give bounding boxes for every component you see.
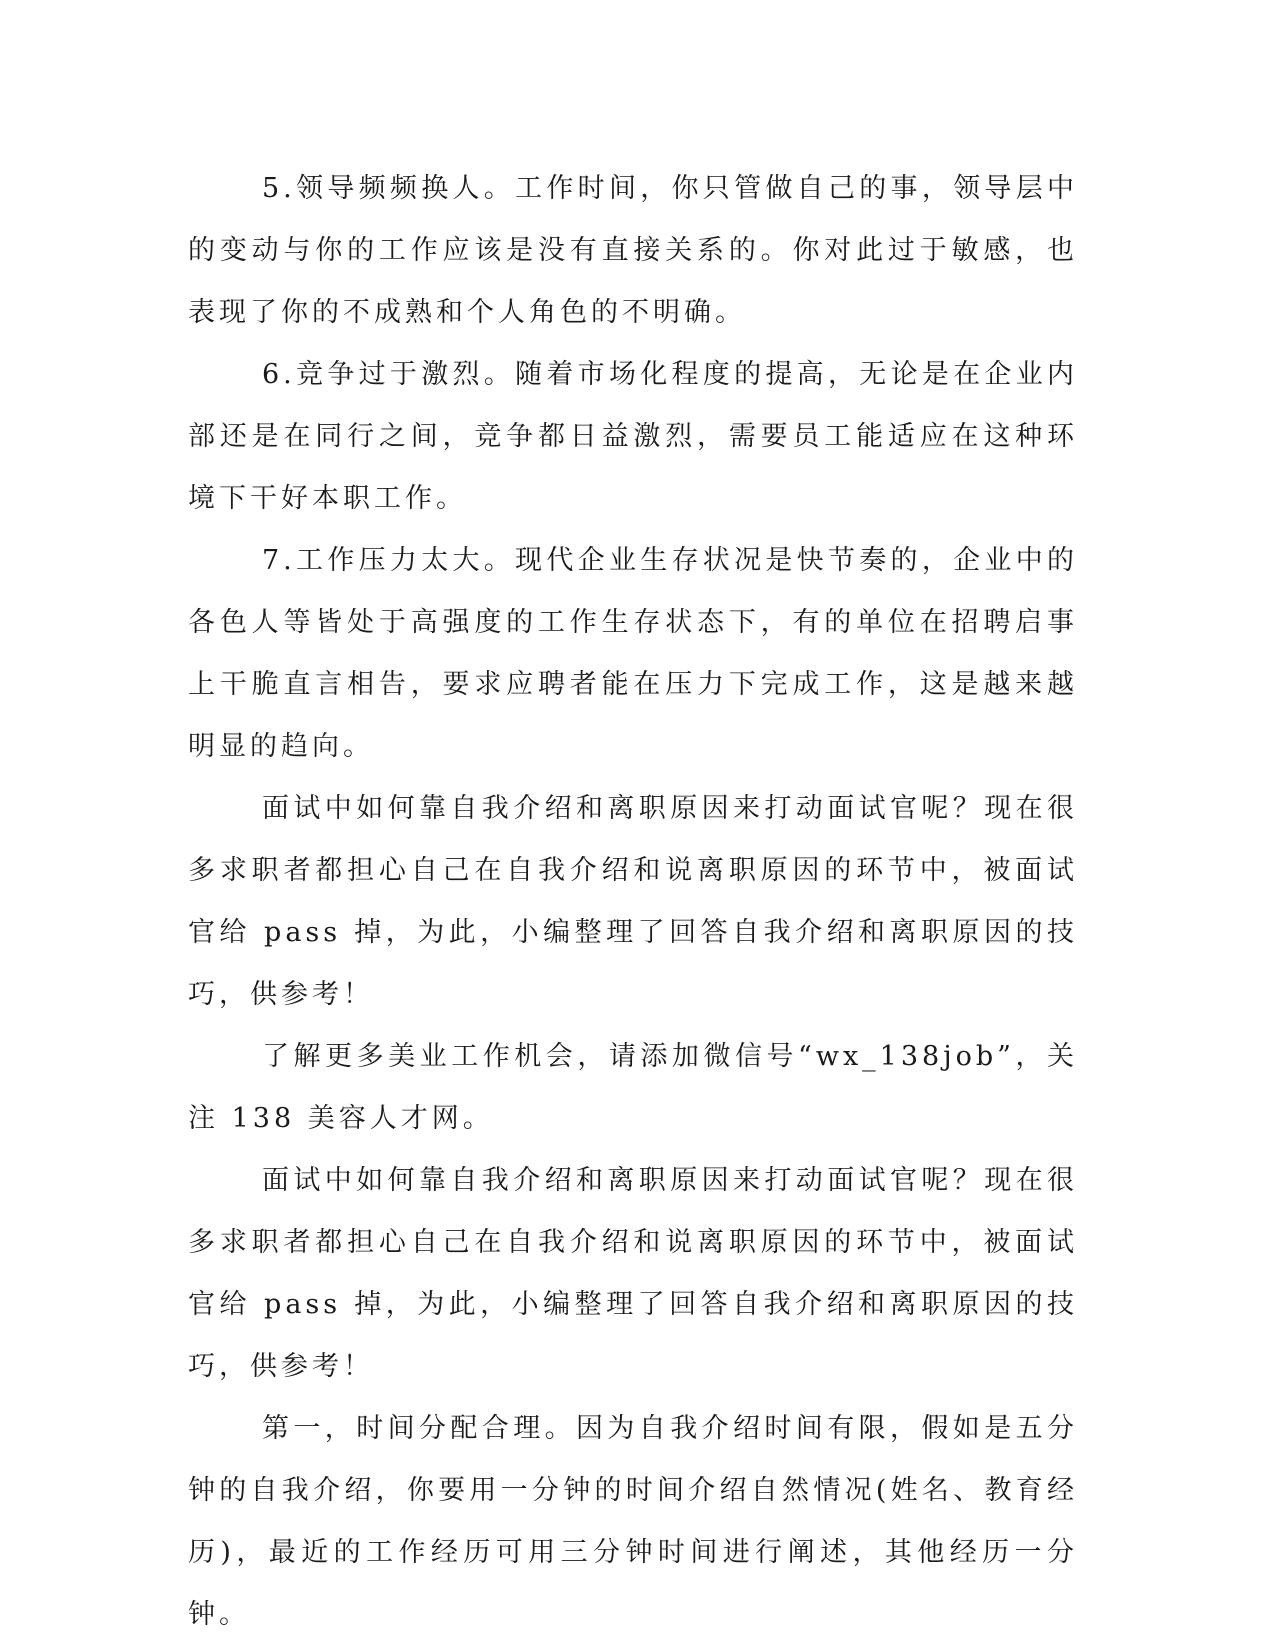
paragraph-leader-change: 5.领导频频换人。工作时间，你只管做自己的事，领导层中的变动与你的工作应该是没有直接关系的。你对此过于敏感，也表现了你的不成熟和个人角色的不明确。 bbox=[188, 173, 1078, 328]
paragraph-competition: 6.竞争过于激烈。随着市场化程度的提高，无论是在企业内部还是在同行之间，竞争都日益激烈，需要员工能适应在这种环境下干好本职工作。 bbox=[188, 359, 1078, 514]
paragraph-interview-intro-repeat: 面试中如何靠自我介绍和离职原因来打动面试官呢？现在很多求职者都担心自己在自我介绍和说离职原因的环节中，被面试官给 pass 掉，为此，小编整理了回答自我介绍和离职原因的技巧，供参考！ bbox=[188, 1165, 1078, 1382]
paragraph-time-allocation: 第一，时间分配合理。因为自我介绍时间有限，假如是五分钟的自我介绍，你要用一分钟的时间介绍自然情况(姓名、教育经历)，最近的工作经历可用三分钟时间进行阐述，其他经历一分钟。 bbox=[188, 1413, 1078, 1630]
paragraph-interview-intro: 面试中如何靠自我介绍和离职原因来打动面试官呢？现在很多求职者都担心自己在自我介绍和说离职原因的环节中，被面试官给 pass 掉，为此，小编整理了回答自我介绍和离职原因的技巧，供参考！ bbox=[188, 793, 1078, 1010]
paragraph-work-pressure: 7.工作压力太大。现代企业生存状况是快节奏的，企业中的各色人等皆处于高强度的工作生存状态下，有的单位在招聘启事上干脆直言相告，要求应聘者能在压力下完成工作，这是越来越明显的趋向。 bbox=[188, 545, 1078, 762]
document-body bbox=[188, 158, 1078, 1646]
paragraph-wechat-promo: 了解更多美业工作机会，请添加微信号“wx_138job”，关注 138 美容人才网。 bbox=[188, 1041, 1078, 1134]
